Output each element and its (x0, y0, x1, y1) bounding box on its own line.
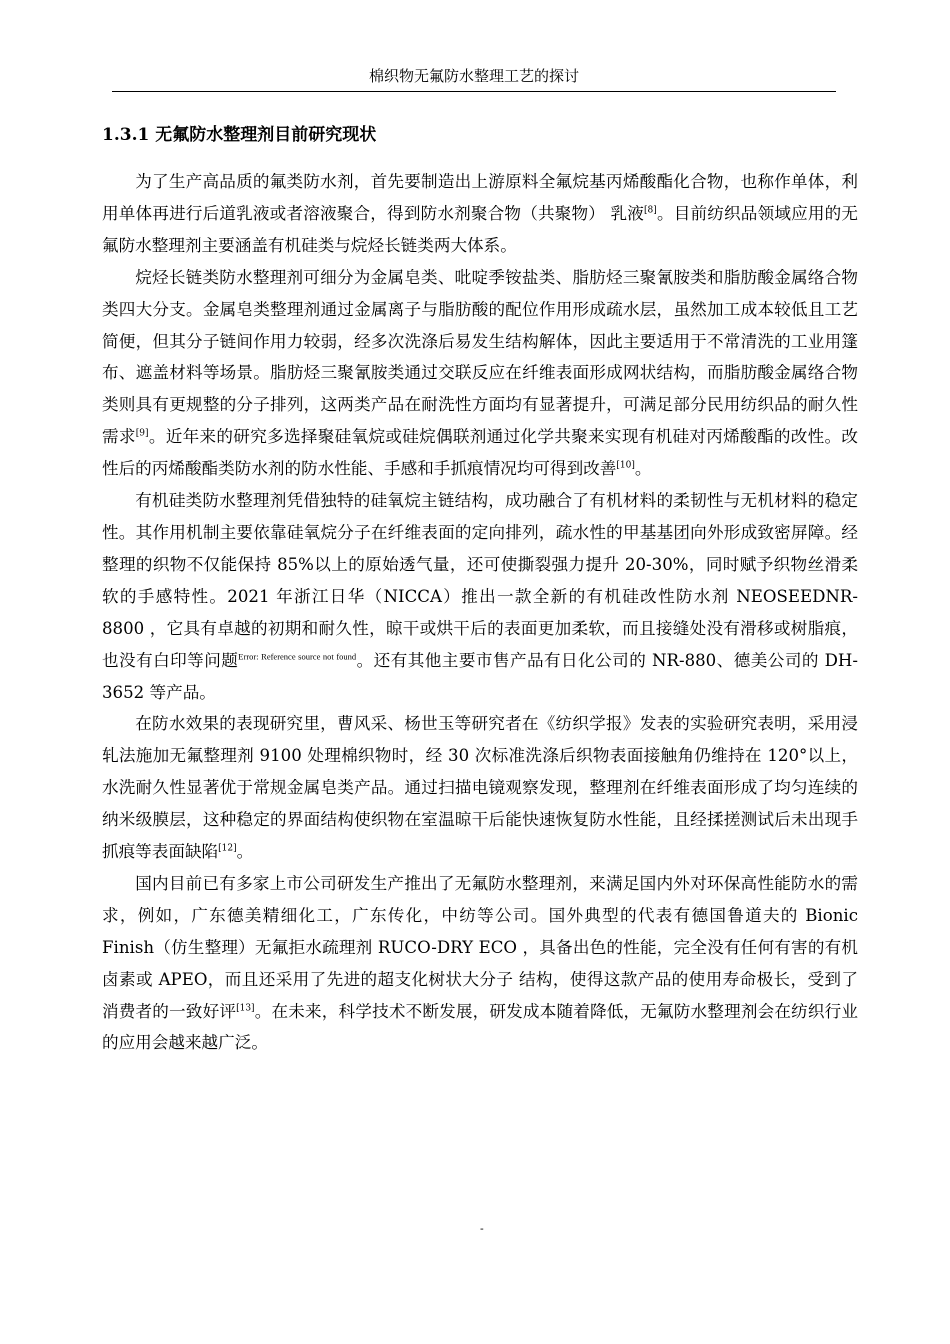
paragraph-5 (102, 868, 858, 1059)
page-number: - (480, 1222, 484, 1235)
paragraph-4 (102, 708, 858, 868)
paragraph-3 (102, 485, 858, 708)
citation: [10] (616, 460, 635, 471)
paragraph-text: 有机硅类防水整理剂凭借独特的硅氧烷主链结构，成功融合了有机材料的柔韧性与无机材料的稳定性。其作用机制主要依靠硅氧烷分子在纤维表面的定向排列，疏水性的甲基基团向外形成致密屏障。经整理的织物不仅能保持 85%以上的原始透气量，还可使撕裂强力提升 20-30%，同时赋予织物丝滑柔软的手感特性。2021 年浙江日华（NICCA）推出一款全新的有机硅改性防水剂 NEOSEEDNR-8800 ，它具有卓越的初期和耐久性，晾干或烘干后的表面更加柔软，而且接缝处没有滑移或树脂痕，也没有白印等问题 (102, 491, 858, 670)
paragraph-2 (102, 262, 858, 485)
citation: [9] (135, 428, 149, 439)
paragraph-text: 。目前纺织品领域应用的无氟防水整理剂主要涵盖有机硅类与烷烃长链类两大体系。 (102, 203, 858, 255)
citation: [13] (236, 1003, 255, 1014)
paragraph-text: 国内目前已有多家上市公司研发生产推出了无氟防水整理剂，来满足国内外对环保高性能防水的需求，例如，广东德美精细化工，广东传化，中纺等公司。国外典型的代表有德国鲁道夫的 Bionic Finish（仿生整理）无氟拒水疏理剂 RUCO-DRY ECO ，具备出色的性能，完全没有任何有害的有机卤素或 APEO，而且还采用了先进的超支化树状大分子 结构，使得这款产品的使用寿命极长，受到了消费者的一致好评 (102, 873, 858, 1021)
paragraph-text: 。 (236, 842, 254, 862)
paragraph-text: 。在未来，科学技术不断发展，研发成本随着降低，无氟防水整理剂会在纺织行业的应用会越来越广泛。 (102, 1001, 858, 1053)
paragraph-text: 在防水效果的表现研究里，曹风采、杨世玉等研究者在《纺织学报》发表的实验研究表明，采用浸轧法施加无氟整理剂 9100 处理棉织物时，经 30 次标准洗涤后织物表面接触角仍维持在 120°以上，水洗耐久性显著优于常规金属皂类产品。通过扫描电镜观察发现，整理剂在纤维表面形成了均匀连续的纳米级膜层，这种稳定的界面结构使织物在室温晾干后能快速恢复防水性能，且经揉搓测试后未出现手抓痕等表面缺陷 (102, 714, 858, 862)
header-divider (112, 91, 836, 92)
paragraph-text: 烷烃长链类防水整理剂可细分为金属皂类、吡啶季铵盐类、脂肪烃三聚氰胺类和脂肪酸金属络合物类四大分支。金属皂类整理剂通过金属离子与脂肪酸的配位作用形成疏水层，虽然加工成本较低且工艺简便，但其分子链间作用力较弱，经多次洗涤后易发生结构解体，因此主要适用于不常清洗的工业用篷布、遮盖材料等场景。脂肪烃三聚氰胺类通过交联反应在纤维表面形成网状结构，而脂肪酸金属络合物类则具有更规整的分子排列，这两类产品在耐洗性方面均有显著提升，可满足部分民用纺织品的耐久性需求 (102, 267, 858, 447)
paragraph-text: 。还有其他主要市售产品有日化公司的 NR-880、德美公司的 DH-3652 等产品。 (102, 650, 858, 702)
citation: [8] (644, 205, 657, 216)
paragraph-text: 。 (634, 459, 652, 479)
paragraph-1 (102, 166, 858, 262)
reference-error: Error: Reference source not found (238, 651, 357, 662)
paragraph-text: 为了生产高品质的氟类防水剂，首先要制造出上游原料全氟烷基丙烯酸酯化合物，也称作单体，利用单体再进行后道乳液或者溶液聚合，得到防水剂聚合物（共聚物） 乳液 (102, 172, 858, 223)
section-heading: 1.3.1 无氟防水整理剂目前研究现状 (102, 125, 377, 145)
citation: [12] (218, 843, 237, 854)
paragraph-text: 。近年来的研究多选择聚硅氧烷或硅烷偶联剂通过化学共聚来实现有机硅对丙烯酸酯的改性。改性后的丙烯酸酯类防水剂的防水性能、手感和手抓痕情况均可得到改善 (102, 427, 859, 479)
body-text (102, 166, 858, 1059)
page-header: 棉织物无氟防水整理工艺的探讨 (368, 67, 579, 85)
